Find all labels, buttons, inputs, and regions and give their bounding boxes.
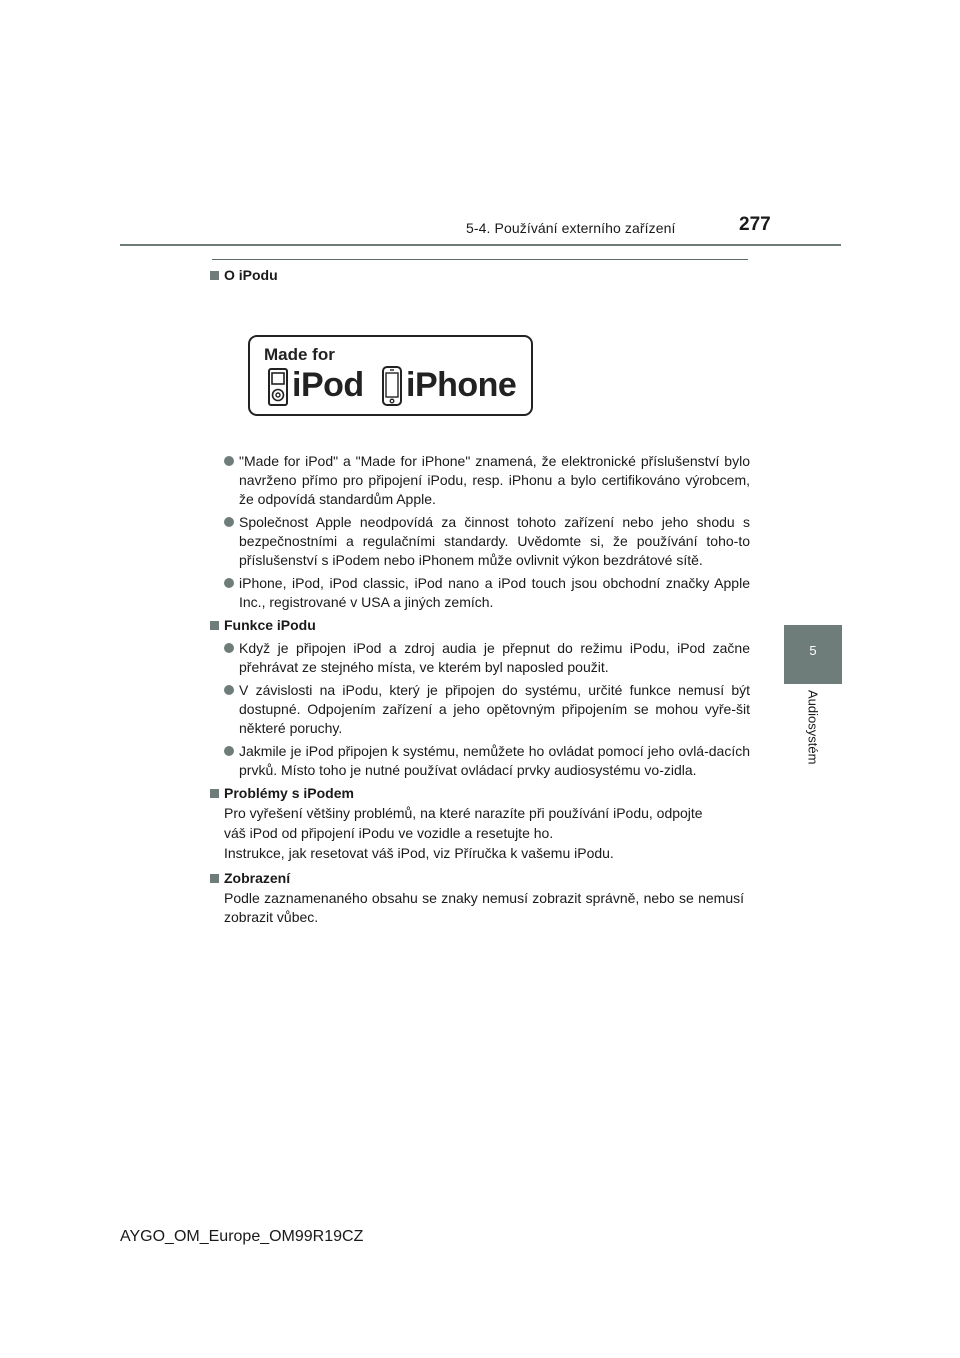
- section-title: Funkce iPodu: [224, 617, 316, 633]
- chapter-tab-label: Audiosystém: [805, 690, 821, 765]
- section-title: Zobrazení: [224, 870, 291, 886]
- circle-bullet-icon: [224, 578, 234, 588]
- list-item: [224, 574, 750, 612]
- list-item: [224, 452, 750, 509]
- content-divider: [212, 259, 748, 260]
- list-item-text: Když je připojen iPod a zdroj audia je přepnut do režimu iPodu, iPod začne přehrávat ze stejného místa, ve kterém byl naposled použit.: [239, 640, 750, 675]
- header-section-title: 5-4. Používání externího zařízení: [466, 220, 676, 236]
- list-item: [224, 639, 750, 677]
- square-bullet-icon: [210, 789, 219, 798]
- square-bullet-icon: [210, 271, 219, 280]
- list-item-text: iPhone, iPod, iPod classic, iPod nano a iPod touch jsou obchodní značky Apple Inc., registrované v USA a jiných zemích.: [239, 575, 750, 610]
- header-divider: [120, 244, 841, 246]
- list-item-text: V závislosti na iPodu, který je připojen do systému, určité funkce nemusí být dostupné. Odpojením zařízení a jeho opětovným připojením se mohou vyře-šit některé poruchy.: [239, 682, 750, 736]
- chapter-tab-number: 5: [809, 643, 817, 658]
- list-item: [224, 681, 750, 738]
- chapter-tab-label-wrap: [775, 690, 851, 780]
- circle-bullet-icon: [224, 517, 234, 527]
- circle-bullet-icon: [224, 685, 234, 695]
- list-item: [224, 513, 750, 570]
- list-item-text: Jakmile je iPod připojen k systému, nemůžete ho ovládat pomocí jeho ovlá-dacích prvků. Místo toho je nutné používat ovládací prvky audiosystému vo-zidla.: [239, 743, 750, 778]
- list-item-text: "Made for iPod" a "Made for iPhone" znamená, že elektronické příslušenství bylo navrženo přímo pro připojení iPodu, resp. iPhonu a bylo certifikováno výrobcem, že odpovídá standardům Apple.: [239, 453, 750, 507]
- paragraph-line: Pro vyřešení většiny problémů, na které narazíte při používání iPodu, odpojte: [224, 805, 703, 821]
- section-title: O iPodu: [224, 267, 278, 283]
- list-item-text: Společnost Apple neodpovídá za činnost tohoto zařízení nebo jeho shodu s bezpečnostními a regulačními standardy. Uvědomte si, že používání toho-to příslušenství s iPodem nebo iPhonem může ovlivnit výkon bezdrátové sítě.: [239, 514, 750, 568]
- logo-made-for-text: Made for: [264, 345, 335, 364]
- section-title: Problémy s iPodem: [224, 785, 354, 801]
- section-heading-display: [210, 869, 750, 888]
- page-content: [210, 266, 750, 927]
- footer-document-id: AYGO_OM_Europe_OM99R19CZ: [120, 1228, 364, 1245]
- paragraph: Podle zaznamenaného obsahu se znaky nemusí zobrazit správně, nebo se nemusí zobrazit vůbec.: [224, 890, 744, 925]
- section-heading-functions: [210, 616, 750, 635]
- square-bullet-icon: [210, 874, 219, 883]
- list-item: [224, 742, 750, 780]
- section-heading-problems: [210, 784, 750, 803]
- section-heading-about: [210, 266, 750, 285]
- page-number: 277: [739, 214, 771, 235]
- circle-bullet-icon: [224, 746, 234, 756]
- logo-spacer: [210, 285, 750, 448]
- square-bullet-icon: [210, 621, 219, 630]
- paragraph-line: Instrukce, jak resetovat váš iPod, viz Příručka k vašemu iPodu.: [224, 845, 614, 861]
- circle-bullet-icon: [224, 456, 234, 466]
- circle-bullet-icon: [224, 643, 234, 653]
- paragraph-line: váš iPod od připojení iPodu ve vozidle a resetujte ho.: [224, 825, 554, 841]
- logo-ipod-text: iPod: [292, 366, 364, 404]
- logo-iphone-text: iPhone: [406, 366, 517, 404]
